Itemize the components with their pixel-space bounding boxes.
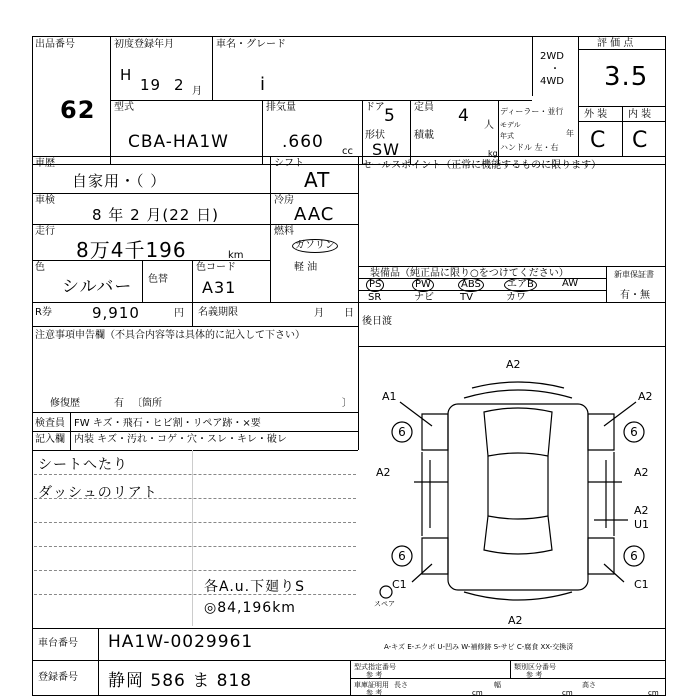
plate-value: 静岡 586 ま 818 — [108, 671, 253, 691]
model-value: CBA-HA1W — [128, 132, 229, 152]
reg-year: 19 — [140, 76, 162, 94]
recycle-value: 9,910 — [92, 304, 140, 322]
disp-value: .660 — [282, 132, 324, 152]
width-label: 幅 — [494, 681, 501, 689]
name-label: 車名・グレード — [216, 39, 286, 50]
damage-a2-right-rear: A2 — [634, 504, 649, 517]
equip-tv[interactable]: TV — [460, 292, 473, 303]
ac-value: AAC — [294, 204, 335, 225]
drive-4wd: 4WD — [540, 76, 564, 87]
drive-2wd: 2WD — [540, 51, 564, 62]
inspection-label: 車検 — [35, 195, 55, 206]
damage-a2-front: A2 — [506, 358, 521, 371]
tax-label: 名義期限 — [198, 307, 238, 318]
name-value: i — [260, 74, 267, 95]
class-ref: 参 考 — [526, 671, 543, 679]
reg-month-unit: 月 — [192, 86, 202, 97]
type-label: 型式指定番号 — [354, 663, 396, 671]
dealer-label: ディーラー・並行 — [500, 107, 564, 116]
damage-u1: U1 — [634, 518, 650, 531]
repair-close: 〕 — [342, 398, 352, 409]
damage-a2-right-front: A2 — [638, 390, 653, 403]
note-4: ◎84,196km — [204, 600, 296, 616]
equip-ps[interactable]: PS — [366, 278, 412, 292]
damage-legend: A-キズ E-エクボ U-凹み W-補修跡 S-サビ C-腐食 XX-交換済 — [384, 643, 574, 651]
ext-label: 外 装 — [584, 109, 608, 120]
plate-label: 登録番号 — [38, 672, 78, 683]
height-label: 高さ — [582, 681, 596, 689]
door-value: 5 — [384, 106, 396, 126]
later-label: 後日渡 — [362, 316, 392, 327]
cert-label: 車庫証明用 — [354, 681, 389, 689]
color-code-value: A31 — [202, 278, 237, 297]
repair-label: 修復歴 — [50, 398, 80, 409]
inspector-row-1: FW キズ・飛石・ヒビ割・リペア跡・×要 — [74, 418, 261, 429]
damage-a2-right: A2 — [634, 466, 649, 479]
shape-value: SW — [372, 140, 400, 159]
tyre-rear-right: 6 — [630, 549, 638, 563]
equip-aw[interactable]: AW — [562, 278, 579, 289]
warranty-label: 新車保証書 — [614, 270, 654, 279]
shift-label: シフト — [274, 158, 304, 169]
inspection-value: 8 年 2 月(22 日) — [92, 206, 219, 224]
inspector-row-2: 内装 キズ・汚れ・コゲ・穴・スレ・キレ・破レ — [74, 434, 287, 445]
door-label: ドア — [365, 102, 385, 113]
ac-label: 冷房 — [274, 195, 294, 206]
lot-label: 出品番号 — [35, 39, 75, 50]
warranty-value: 有・無 — [620, 290, 650, 301]
mileage-unit: km — [228, 250, 244, 261]
equip-navi[interactable]: ナビ — [414, 292, 434, 303]
lot-number: 62 — [60, 96, 96, 124]
damage-a1-left: A1 — [382, 390, 397, 403]
disp-unit: cc — [342, 146, 353, 157]
disp-label: 排気量 — [266, 102, 296, 113]
tax-day: 日 — [344, 308, 354, 319]
shift-value: AT — [304, 168, 331, 192]
spare-label: スペア — [374, 600, 395, 608]
damage-c1-left: C1 — [392, 578, 407, 591]
mileage-value: 8万4千196 — [76, 238, 187, 262]
load-label: 積載 — [414, 130, 434, 141]
color-code-label: 色コード — [196, 262, 236, 273]
note-1: シートへたり — [38, 457, 128, 473]
int-label: 内 装 — [628, 109, 652, 120]
note-2: ダッシュのリアト — [38, 485, 158, 501]
reg-label: 初度登録年月 — [114, 39, 174, 50]
height-unit: cm — [648, 689, 659, 697]
tyre-front-right: 6 — [630, 425, 638, 439]
history-value: 自家用・（ ） — [72, 172, 167, 190]
color-change-label: 色替 — [148, 274, 168, 285]
damage-c1-right: C1 — [634, 578, 649, 591]
handle-label: ハンドル 左・右 — [500, 143, 559, 152]
class-label: 類別区分番号 — [514, 663, 556, 671]
front-bumper-line — [464, 390, 572, 398]
damage-a2-rear: A2 — [508, 614, 523, 627]
recycle-unit: 円 — [174, 308, 184, 319]
mileage-label: 走行 — [35, 226, 55, 237]
damage-a2-left: A2 — [376, 466, 391, 479]
reg-month: 2 — [174, 76, 185, 94]
fuel-gas: ガソリン — [292, 239, 338, 253]
repair-place: 〔箇所 — [132, 398, 162, 409]
int-grade: C — [632, 128, 649, 153]
reg-era: H — [120, 66, 133, 84]
capacity-label: 定員 — [414, 102, 434, 113]
year-unit: 年 — [566, 129, 574, 138]
length-unit: cm — [472, 689, 483, 697]
recycle-label: R券 — [35, 307, 52, 318]
auction-sheet: 出品番号 62 初度登録年月 H 19 2 月 車名・グレード i 2WD ・ 4WD 評 価 点 3.5 型式 CBA-HA1W 排気量 .660 cc ドア 5 形状 SW 定員 4 人 積載 kg ディーラー・並行 モデル 年式 年 ハンドル 左・右 外 装 内 装 C C 車歴 自家用・（ ） シフト AT セールスポイント（正常に機能するものに限ります） 車検 8 年 2 月(22 日) 冷房 AAC 走行 8万4千196 km 燃料 ガソリン 軽 油 色 シルバー 色替 色コード A31 装備品（純正品に限り○をつけてください） 新車保証書 有・無 PS PW ABS エアB AW SR ナビ TV カワ R券 9,910 円 名義期限 月 日 後日渡 注意事項申告欄（不具合内容等は具体的に記入して下さい） 修復歴 有 〔箇所 〕 検査員 記入欄 FW キズ・飛石・ヒビ割・リペア跡・×要 内装 キズ・汚れ・コゲ・穴・スレ・キレ・破レ シートへたり ダッシュのリアト 各A.u.下廻りS ◎84,196km A2 A1 A2 A2 A2 A2 U1 C1 C1 A2 スペア 6 6 6 6 車台番号 HA1W-0029961 A-キズ E-エクボ U-凹み W-補修跡 S-サビ C-腐食 XX-交換済 登録番号 静岡 586 ま 818 型式指定番号 参 考 類別区分番号 参 考 車庫証明用 参 考 長さ cm 幅 cm 高さ cm — [32, 36, 666, 696]
capacity-value: 4 — [458, 106, 470, 126]
note-3: 各A.u.下廻りS — [204, 579, 305, 595]
score-value: 3.5 — [604, 62, 649, 92]
equip-sr[interactable]: SR — [368, 292, 382, 303]
cert-ref: 参 考 — [366, 689, 383, 697]
tyre-front-left: 6 — [398, 425, 406, 439]
color-value: シルバー — [62, 277, 133, 297]
repair-value: 有 — [114, 398, 124, 409]
fuel-label: 燃料 — [274, 226, 294, 237]
car-diagram — [372, 352, 664, 628]
equip-label: 装備品（純正品に限り○をつけてください） — [370, 268, 569, 279]
equip-airbag[interactable]: エアB — [504, 278, 562, 292]
color-label: 色 — [35, 262, 45, 273]
length-label: 長さ — [394, 681, 408, 689]
equip-abs[interactable]: ABS — [458, 278, 504, 292]
shape-label: 形状 — [365, 130, 385, 141]
capacity-unit: 人 — [484, 120, 494, 131]
equip-row-1 — [366, 278, 606, 292]
model-year-label: モデル 年式 — [500, 121, 521, 140]
load-unit: kg — [488, 149, 498, 158]
notes-label: 注意事項申告欄（不具合内容等は具体的に記入して下さい） — [35, 330, 305, 341]
chassis-value: HA1W-0029961 — [108, 632, 254, 652]
tax-month: 月 — [314, 308, 324, 319]
fields-label: 記入欄 — [35, 434, 65, 445]
sales-label: セールスポイント（正常に機能するものに限ります） — [362, 160, 602, 171]
ext-grade: C — [590, 128, 607, 153]
type-ref: 参 考 — [366, 671, 383, 679]
tyre-rear-left: 6 — [398, 549, 406, 563]
fuel-diesel: 軽 油 — [294, 262, 318, 273]
chassis-label: 車台番号 — [38, 638, 78, 649]
equip-leather[interactable]: カワ — [506, 292, 526, 303]
model-label: 型式 — [114, 102, 134, 113]
history-label: 車歴 — [35, 158, 55, 169]
score-label: 評 価 点 — [597, 38, 634, 49]
width-unit: cm — [562, 689, 573, 697]
inspector-label: 検査員 — [35, 418, 65, 429]
equip-pw[interactable]: PW — [412, 278, 458, 292]
